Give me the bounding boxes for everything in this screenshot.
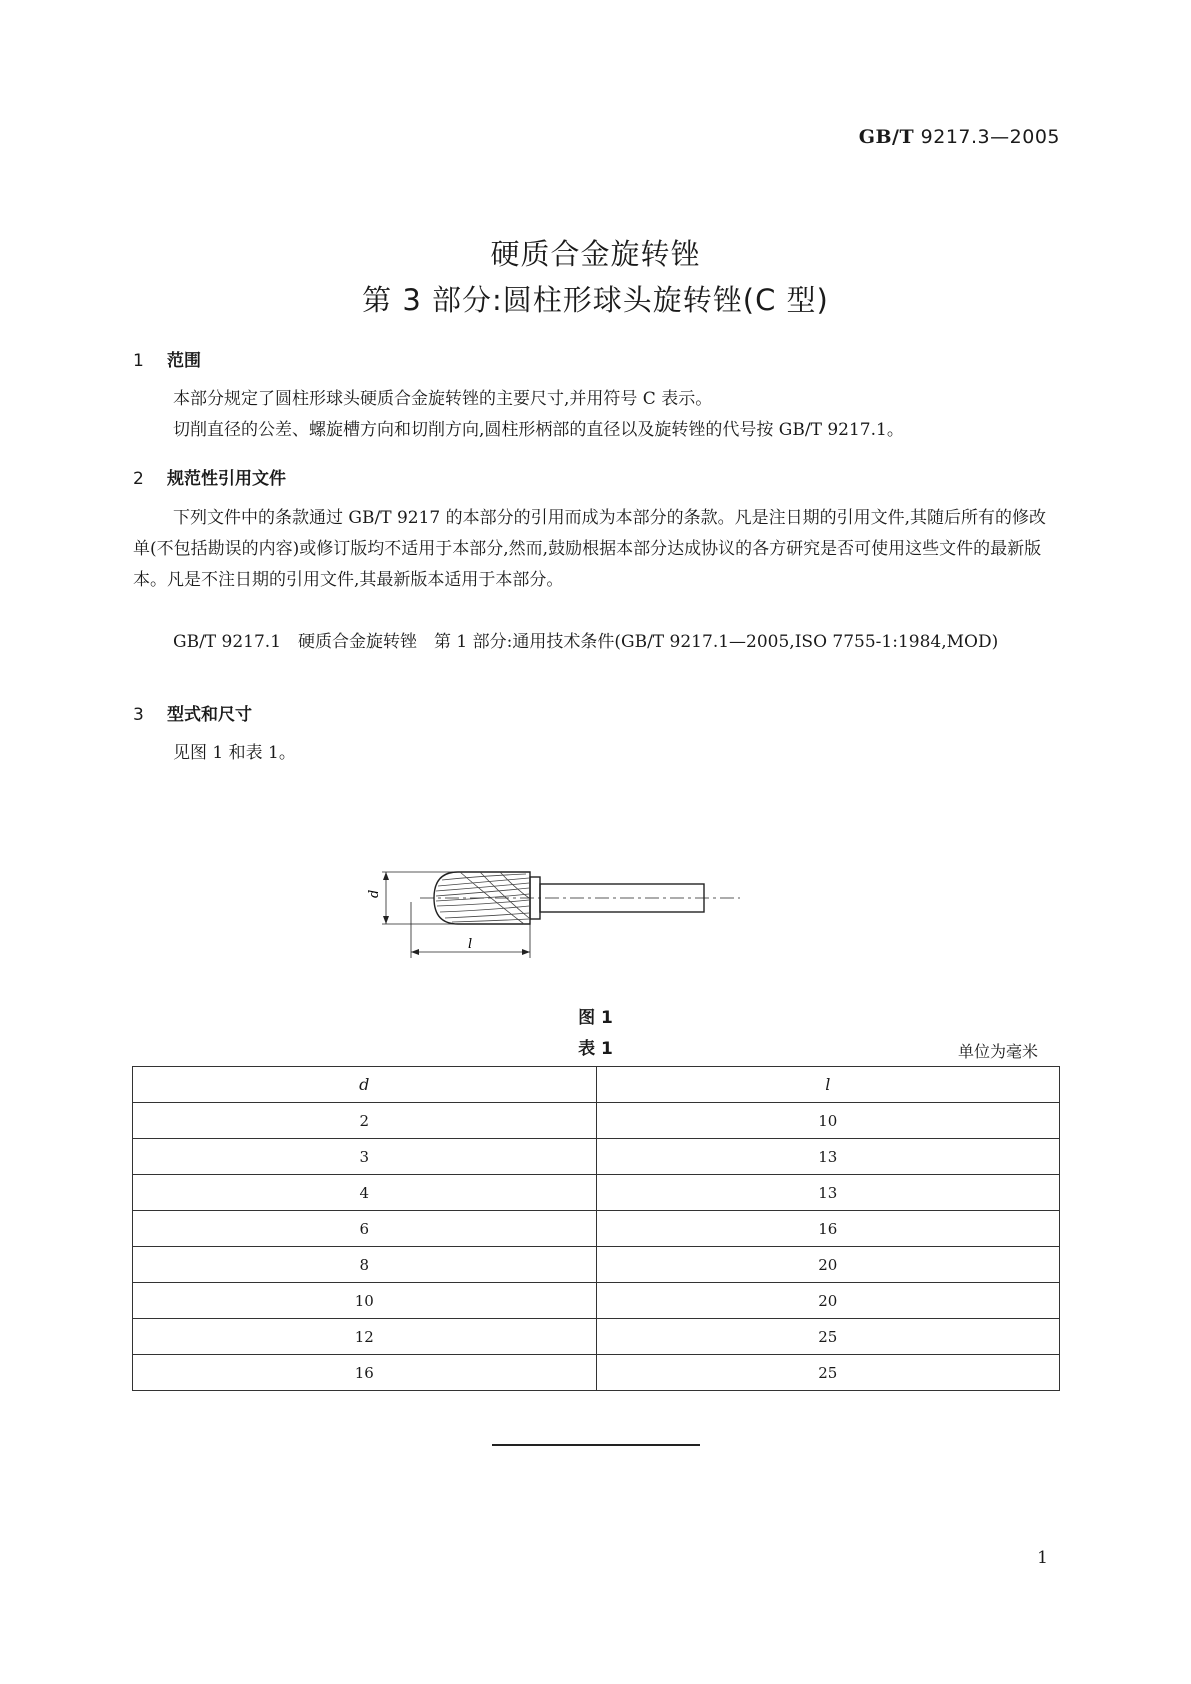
cell-l: 10 [596,1103,1060,1139]
cell-l: 13 [596,1139,1060,1175]
burr-drawing [367,858,810,968]
table-row [133,1139,1060,1175]
section-heading-normative-references: 2 规范性引用文件 [133,469,286,489]
table-row [133,1175,1060,1211]
scope-paragraph-1: 本部分规定了圆柱形球头硬质合金旋转锉的主要尺寸,并用符号 C 表示。 [173,389,713,409]
cell-d: 10 [133,1283,597,1319]
table-row [133,1319,1060,1355]
header-d: d [133,1067,597,1103]
cell-d: 2 [133,1103,597,1139]
cell-d: 8 [133,1247,597,1283]
standard-number: GB/T 9217.3—2005 [858,126,1060,148]
table-row [133,1103,1060,1139]
figure-caption: 图 1 [578,1008,613,1028]
table-unit: 单位为毫米 [957,1042,1038,1061]
references-paragraph-1: 下列文件中的条款通过 GB/T 9217 的本部分的引用而成为本部分的条款。凡是注日期的引用文件,其随后所有的修改单(不包括勘误的内容)或修订版均不适用于本部分,然而,鼓励根据本部分达成协议的各方研究是否可使用这些文件的最新版本。凡是不注日期的引用文件,其最新版本适用于本部分。 [133,508,1047,590]
table-header-row [133,1067,1060,1103]
scope-paragraph-2: 切削直径的公差、螺旋槽方向和切削方向,圆柱形柄部的直径以及旋转锉的代号按 GB/T 9217.1。 [173,420,904,440]
dimension-d-label: d [367,889,382,898]
cell-l: 16 [596,1211,1060,1247]
cell-l: 25 [596,1355,1060,1391]
cell-d: 3 [133,1139,597,1175]
dimension-l-label: l [468,937,473,952]
dimensions-table [132,1066,1060,1391]
table-row [133,1283,1060,1319]
table-caption: 表 1 [578,1039,613,1059]
cell-l: 20 [596,1247,1060,1283]
cell-d: 16 [133,1355,597,1391]
header-l: l [596,1067,1060,1103]
cell-l: 25 [596,1319,1060,1355]
references-paragraph-2: GB/T 9217.1 硬质合金旋转锉 第 1 部分:通用技术条件(GB/T 9217.1—2005,ISO 7755-1:1984,MOD) [173,632,999,652]
page-number: 1 [1037,1548,1048,1568]
table-row [133,1247,1060,1283]
section-heading-scope: 1 范围 [133,351,201,371]
table-row [133,1211,1060,1247]
cell-l: 20 [596,1283,1060,1319]
document-subtitle: 第 3 部分:圆柱形球头旋转锉(C 型) [362,283,829,317]
cell-d: 4 [133,1175,597,1211]
types-paragraph: 见图 1 和表 1。 [173,743,296,763]
section-heading-types-dimensions: 3 型式和尺寸 [133,705,252,725]
end-rule [492,1444,700,1446]
table-row [133,1355,1060,1391]
cell-d: 6 [133,1211,597,1247]
cell-d: 12 [133,1319,597,1355]
cell-l: 13 [596,1175,1060,1211]
document-title: 硬质合金旋转锉 [490,237,701,271]
